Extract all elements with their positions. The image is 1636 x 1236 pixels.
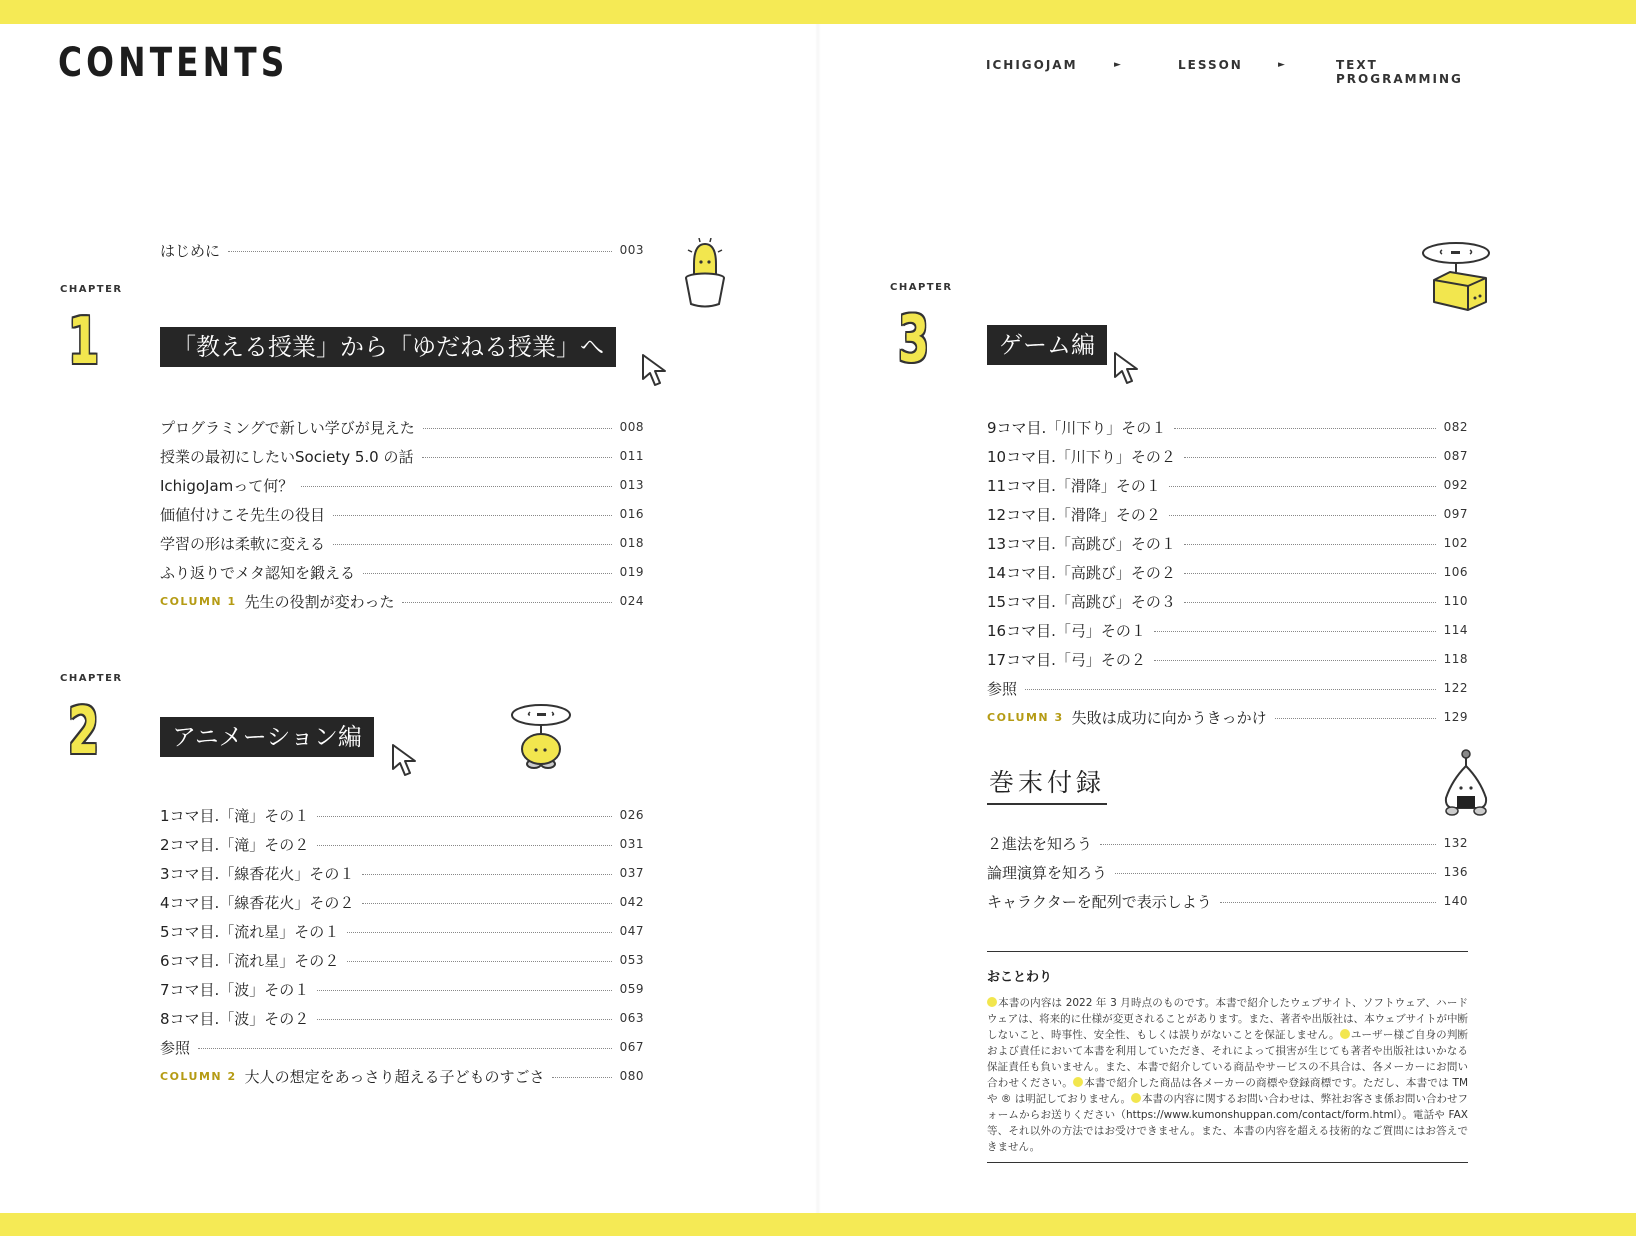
toc-entry-label: 16コマ目.「弓」その１ (987, 621, 1146, 640)
toc-entry-label: 8コマ目.「波」その２ (160, 1009, 310, 1028)
leader-dots (1184, 544, 1436, 545)
column-tag: COLUMN 1 (160, 594, 237, 608)
chapter-number: 1 (68, 305, 100, 379)
lemon-robot-icon (508, 702, 574, 774)
toc-entry-page: 047 (619, 924, 644, 938)
leader-dots (423, 428, 612, 429)
toc-entry-page: 063 (619, 1011, 644, 1025)
toc-entry-label: 13コマ目.「高跳び」その１ (987, 534, 1176, 553)
toc-entry[interactable] (987, 590, 1468, 612)
toc-entry-label: 10コマ目.「川下り」その２ (987, 447, 1176, 466)
toc-entry-label: 3コマ目.「線香花火」その１ (160, 864, 355, 883)
leader-dots (228, 251, 612, 252)
notice-bottom-rule (987, 1162, 1468, 1163)
leader-dots (362, 903, 611, 904)
toc-entry-page: 067 (619, 1040, 644, 1054)
toc-entry-label: 6コマ目.「流れ星」その２ (160, 951, 340, 970)
mouse-cursor-icon (390, 742, 420, 778)
toc-entry-label: ふり返りでメタ認知を鍛える (160, 563, 356, 582)
toc-entry-page: 016 (619, 507, 644, 521)
toc-entry-page: 037 (619, 866, 644, 880)
toc-entry[interactable] (987, 861, 1468, 883)
toc-entry[interactable] (160, 920, 644, 942)
leader-dots (1169, 486, 1436, 487)
toc-entry-page: 082 (1443, 420, 1468, 434)
toc-entry-label: プログラミングで新しい学びが見えた (160, 418, 415, 437)
leader-dots (1184, 573, 1436, 574)
leader-dots (1100, 844, 1436, 845)
toc-entry[interactable] (160, 978, 644, 1000)
breadcrumb-item-lesson: LESSON (1178, 58, 1243, 72)
breadcrumb-item-text-programming: TEXT PROGRAMMING (1336, 58, 1463, 86)
leader-dots (1174, 428, 1435, 429)
onigiri-robot-icon (1440, 748, 1492, 816)
column-tag: COLUMN 3 (987, 710, 1064, 724)
notice-title: おことわり (987, 970, 1053, 985)
bullet-dot-icon (1340, 1029, 1350, 1039)
toc-entry-label: ２進法を知ろう (987, 834, 1093, 853)
leader-dots (333, 515, 612, 516)
toc-entry-label: 学習の形は柔軟に変える (160, 534, 326, 553)
leader-dots (1169, 515, 1436, 516)
toc-entry[interactable] (987, 503, 1468, 525)
toc-entry[interactable] (160, 891, 644, 913)
toc-entry[interactable] (160, 1007, 644, 1029)
notice-paragraph: 本書で紹介した商品は各メーカーの商標や登録商標です。ただし、本書では TM や ® は明記しておりません。 (987, 1077, 1468, 1105)
toc-entry-label: 授業の最初にしたいSociety 5.0 の話 (160, 447, 414, 466)
toc-entry[interactable] (987, 416, 1468, 438)
leader-dots (301, 486, 611, 487)
chapter-title-bar[interactable]: ゲーム編 (987, 325, 1107, 365)
breadcrumb-arrow-icon: ► (1278, 60, 1285, 70)
toc-entry-page: 011 (619, 449, 644, 463)
radio-robot-icon (1420, 240, 1496, 312)
toc-entry-label: はじめに (160, 241, 221, 260)
leader-dots (1220, 902, 1436, 903)
chapter-number: 2 (68, 695, 100, 769)
toc-entry-page: 008 (619, 420, 644, 434)
bullet-dot-icon (987, 997, 997, 1007)
leader-dots (1184, 457, 1436, 458)
notice-body (987, 995, 1468, 1155)
toc-column-entry[interactable] (160, 1065, 644, 1087)
toc-entry-label: 4コマ目.「線香花火」その２ (160, 893, 355, 912)
toc-entry-label: 先生の役割が変わった (244, 592, 395, 611)
toc-entry-page: 019 (619, 565, 644, 579)
toc-entry[interactable] (987, 677, 1468, 699)
chapter-title-bar[interactable]: アニメーション編 (160, 717, 374, 757)
leader-dots (1184, 602, 1436, 603)
toc-entry-page: 026 (619, 808, 644, 822)
toc-entry-label: 5コマ目.「流れ星」その１ (160, 922, 340, 941)
mouse-cursor-icon (640, 352, 670, 388)
toc-entry-label: 論理演算を知ろう (987, 863, 1108, 882)
toc-entry[interactable] (160, 561, 644, 583)
top-yellow-band (0, 0, 1636, 24)
toc-entry-page: 080 (619, 1069, 644, 1083)
toc-column-entry[interactable] (160, 590, 644, 612)
toc-entry-page: 118 (1443, 652, 1468, 666)
toc-entry-label: 参照 (160, 1038, 191, 1057)
notice-paragraph: 本書の内容は 2022 年 3 月時点のものです。本書で紹介したウェブサイト、ソフトウェア、ハードウェアは、将来的に仕様が変更されることがあります。また、著者や出版社は、本ウェブサイトが中断しないこと、時事性、安全性、もしくは誤りがないことを保証しません。 (987, 997, 1468, 1041)
toc-entry-page: 031 (619, 837, 644, 851)
toc-entry-page: 042 (619, 895, 644, 909)
toc-entry-label: 9コマ目.「川下り」その１ (987, 418, 1167, 437)
leader-dots (402, 602, 611, 603)
toc-entry-page: 114 (1443, 623, 1468, 637)
toc-entry-label: 2コマ目.「滝」その２ (160, 835, 310, 854)
leader-dots (347, 961, 611, 962)
toc-entry[interactable] (160, 833, 644, 855)
toc-entry[interactable] (987, 561, 1468, 583)
toc-column-entry[interactable] (987, 706, 1468, 728)
toc-entry-label: 11コマ目.「滑降」その１ (987, 476, 1161, 495)
breadcrumb-arrow-icon: ► (1114, 60, 1121, 70)
toc-entry-label: IchigoJamって何？ (160, 476, 294, 495)
leader-dots (317, 816, 611, 817)
chapter-label: CHAPTER (60, 284, 123, 295)
mouse-cursor-icon (1112, 350, 1142, 386)
toc-entry[interactable] (160, 532, 644, 554)
leader-dots (333, 544, 612, 545)
chapter-label: CHAPTER (890, 282, 953, 293)
leader-dots (1275, 718, 1436, 719)
toc-entry-page: 003 (619, 243, 644, 257)
toc-entry-page: 013 (619, 478, 644, 492)
toc-entry-label: 失敗は成功に向かうきっかけ (1071, 708, 1267, 727)
toc-entry-label: 15コマ目.「高跳び」その３ (987, 592, 1176, 611)
breadcrumb (986, 58, 1470, 86)
leader-dots (1154, 631, 1436, 632)
bullet-dot-icon (1131, 1093, 1141, 1103)
toc-entry-page: 097 (1443, 507, 1468, 521)
chapter-number: 3 (898, 303, 930, 377)
toc-entry-page: 140 (1443, 894, 1468, 908)
toc-entry[interactable] (987, 890, 1468, 912)
toc-entry[interactable] (987, 619, 1468, 641)
leader-dots (1154, 660, 1436, 661)
toc-entry[interactable] (160, 949, 644, 971)
toc-entry[interactable] (160, 862, 644, 884)
toc-entry-label: 価値付けこそ先生の役目 (160, 505, 326, 524)
toc-entry[interactable] (987, 532, 1468, 554)
toc-entry-label: 参照 (987, 679, 1018, 698)
toc-entry-page: 132 (1443, 836, 1468, 850)
leader-dots (317, 845, 611, 846)
toc-entry-page: 106 (1443, 565, 1468, 579)
bottom-yellow-band (0, 1213, 1636, 1236)
toc-entry-label: 7コマ目.「波」その１ (160, 980, 310, 999)
leader-dots (198, 1048, 612, 1049)
toc-entry[interactable] (987, 474, 1468, 496)
toc-entry-page: 059 (619, 982, 644, 996)
toc-entry-label: 1コマ目.「滝」その１ (160, 806, 310, 825)
toc-entry-label: 14コマ目.「高跳び」その２ (987, 563, 1176, 582)
toc-entry-page: 122 (1443, 681, 1468, 695)
toc-entry[interactable] (987, 648, 1468, 670)
toc-entry[interactable] (160, 474, 644, 496)
toc-entry[interactable] (160, 804, 644, 826)
notice-paragraph: 本書の内容に関するお問い合わせは、弊社お客さま係お問い合わせフォームからお送りください（https://www.kumonshuppan.com/contact/form.html）。電話や FAX 等、それ以外の方法ではお受けできません。また、本書の内容を超える技術的なご質問にはお答えできません。 (987, 1093, 1469, 1153)
leader-dots (552, 1077, 611, 1078)
leader-dots (317, 1019, 611, 1020)
toc-entry-page: 110 (1443, 594, 1468, 608)
toc-entry[interactable] (987, 832, 1468, 854)
toc-entry-page: 136 (1443, 865, 1468, 879)
toc-entry-label: 大人の想定をあっさり超える子どものすごさ (244, 1067, 545, 1086)
column-tag: COLUMN 2 (160, 1069, 237, 1083)
leader-dots (362, 874, 611, 875)
notice-paragraph: ユーザー様ご自身の判断および責任において本書を利用していただき、それによって損害が生じても著者や出版社はいかなる保証責任も負いません。また、本書で紹介している商品やサービスの不具合は、各メーカーにお問い合わせください。 (987, 1029, 1468, 1089)
toc-entry-label: 17コマ目.「弓」その２ (987, 650, 1146, 669)
toc-entry-label: 12コマ目.「滑降」その２ (987, 505, 1161, 524)
notice-top-rule (987, 951, 1468, 952)
toc-entry-page: 102 (1443, 536, 1468, 550)
toc-entry-page: 087 (1443, 449, 1468, 463)
page-title: CONTENTS (58, 40, 289, 86)
toc-entry[interactable] (160, 445, 644, 467)
leader-dots (347, 932, 611, 933)
toc-entry-label: キャラクターを配列で表示しよう (987, 892, 1212, 911)
toc-entry[interactable] (160, 1036, 644, 1058)
toc-entry-page: 092 (1443, 478, 1468, 492)
toc-entry-page: 018 (619, 536, 644, 550)
appendix-title: 巻末付録 (987, 763, 1107, 805)
toc-entry-page: 024 (619, 594, 644, 608)
chapter-label: CHAPTER (60, 673, 123, 684)
toc-entry[interactable] (987, 445, 1468, 467)
toc-entry-page: 053 (619, 953, 644, 967)
page-gutter (815, 24, 821, 1213)
cactus-icon (680, 238, 730, 310)
leader-dots (1115, 873, 1436, 874)
leader-dots (363, 573, 612, 574)
toc-entry-page: 129 (1443, 710, 1468, 724)
breadcrumb-item-ichigojam: ICHIGOJAM (986, 58, 1078, 72)
bullet-dot-icon (1073, 1077, 1083, 1087)
toc-entry[interactable] (160, 503, 644, 525)
chapter-title-bar[interactable]: 「教える授業」から「ゆだねる授業」へ (160, 327, 616, 367)
toc-entry-intro[interactable] (160, 239, 644, 261)
leader-dots (1025, 689, 1436, 690)
leader-dots (422, 457, 612, 458)
leader-dots (317, 990, 611, 991)
toc-entry[interactable] (160, 416, 644, 438)
